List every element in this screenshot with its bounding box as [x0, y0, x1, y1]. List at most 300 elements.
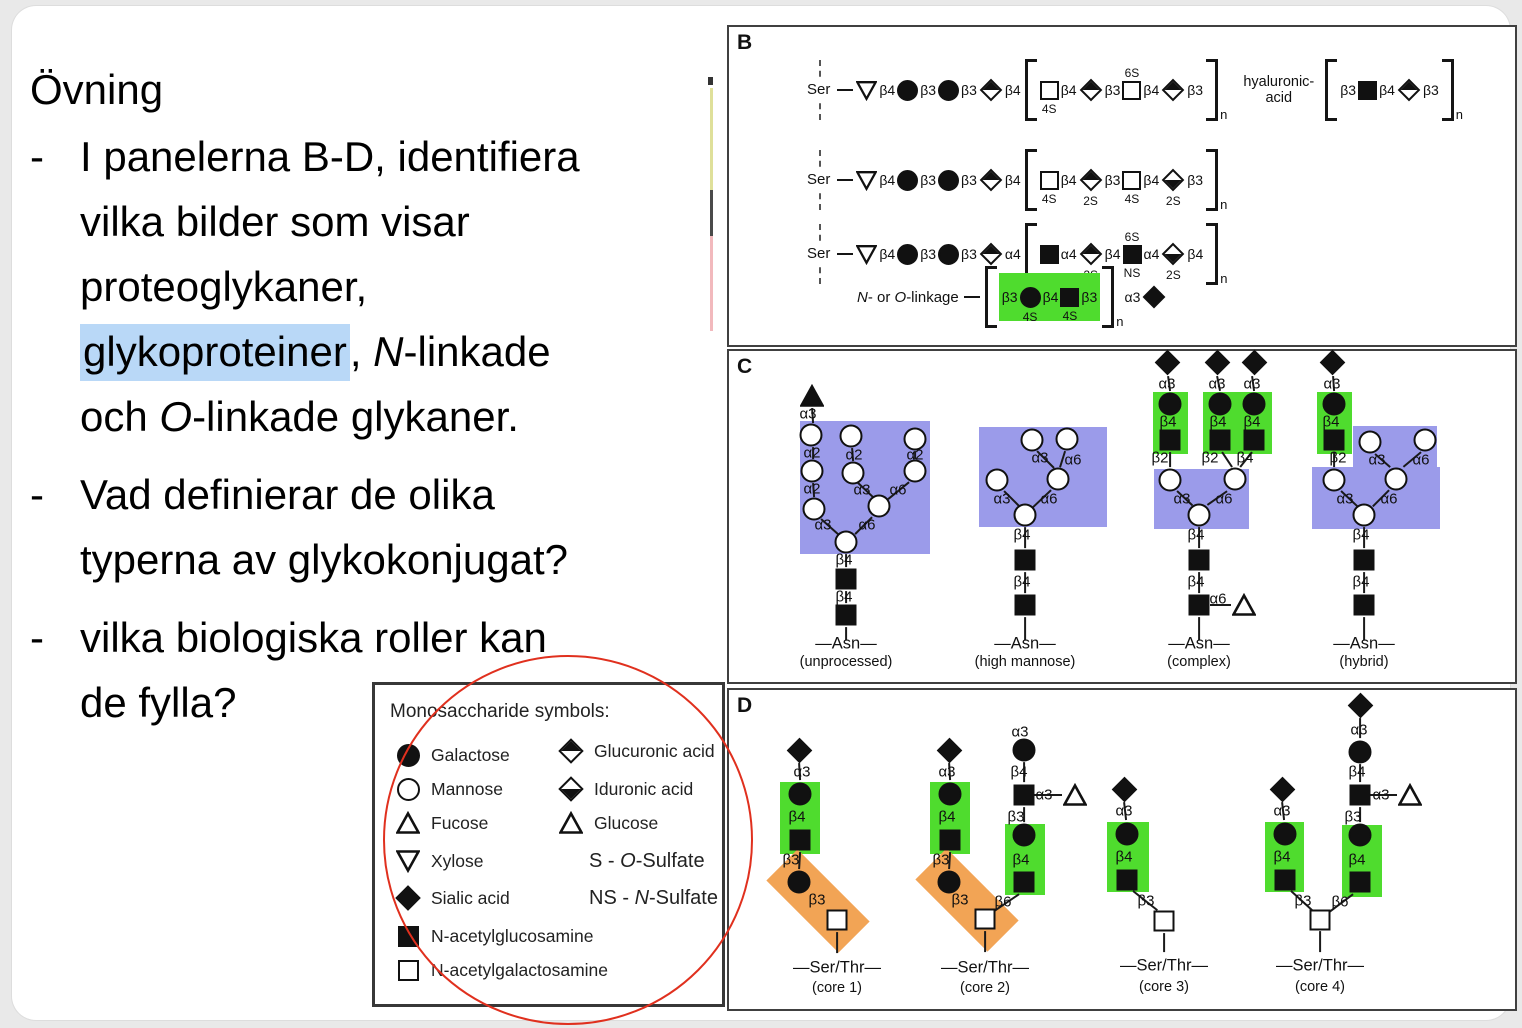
sugar-stack [979, 78, 1003, 102]
linkage-label: β3 [961, 82, 977, 98]
bullet-line [80, 605, 547, 670]
sialic-acid-icon [1204, 349, 1231, 376]
galactose-icon [897, 80, 918, 101]
highlighted-term: glykoproteiner [80, 324, 350, 381]
linkage-label: α6 [858, 516, 876, 534]
sugar-symbol [1350, 785, 1371, 806]
linkage-label: β4 [1012, 851, 1030, 869]
bond-line [836, 932, 838, 953]
galactose-icon [1274, 823, 1297, 846]
linkage-label: α3 [1035, 786, 1053, 804]
mannose-icon [840, 425, 863, 448]
legend-icon-cell [390, 849, 426, 873]
monosaccharide-legend [372, 682, 725, 1007]
structure-caption: (high mannose) [974, 654, 1076, 670]
sugar-stack [1122, 171, 1141, 206]
bond-dash [964, 296, 980, 299]
linkage-label: β4 [1143, 82, 1160, 98]
sulfate-label-above: 6S [1124, 229, 1140, 244]
sugar-symbol [1160, 430, 1181, 451]
mannose-icon [1353, 504, 1376, 527]
linkage-label: β2 [1329, 449, 1347, 467]
linkage-label: β4 [1042, 289, 1059, 305]
bond-line [1163, 933, 1165, 952]
linkage-label: α3 [853, 481, 871, 499]
n-acetylgalactosamine-icon [1310, 910, 1331, 931]
n-acetylglucosamine-icon [1123, 245, 1142, 264]
linkage-label: β4 [1352, 526, 1370, 544]
galactose-icon [938, 871, 961, 894]
repeat-subscript: n [1220, 196, 1228, 212]
linkage-label: α6 [889, 481, 907, 499]
mannose-icon [801, 460, 824, 483]
sialic-acid-icon [395, 885, 422, 912]
linkage-label: α3 [1243, 375, 1261, 393]
linkage-label: β3 [1137, 892, 1155, 910]
sugar-symbol [1349, 741, 1372, 764]
n-acetylglucosamine-icon [1040, 245, 1059, 264]
galactose-icon [897, 170, 918, 191]
label-line: acid [1265, 90, 1293, 106]
sugar-stack [1060, 288, 1079, 323]
mannose-icon [1224, 468, 1247, 491]
legend-label [431, 779, 503, 800]
cropped-figure-sliver-yellow [710, 88, 713, 190]
text-segment: Fucose [431, 812, 489, 833]
repeat-subscript: n [1220, 270, 1228, 286]
mannose-icon [1056, 428, 1079, 451]
glycan-chain-row-1 [803, 61, 1464, 122]
sugar-symbol [1189, 595, 1210, 616]
sugar-stack [1142, 285, 1166, 309]
bullet-dash: - [30, 133, 44, 180]
legend-row [553, 736, 715, 766]
sugar-symbol [800, 384, 824, 408]
sugar-symbol [1353, 504, 1376, 527]
structure-caption: (core 1) [812, 980, 862, 996]
legend-label [431, 813, 488, 834]
panel-c-label: C [737, 355, 753, 378]
n-acetylglucosamine-icon [1189, 550, 1210, 571]
mannose-icon [835, 531, 858, 554]
attachment-site-label: —Asn— [1168, 634, 1230, 653]
sugar-stack [1161, 78, 1185, 102]
linkage-label: α3 [1372, 786, 1390, 804]
linkage-label: α3 [1115, 802, 1133, 820]
sugar-stack [938, 244, 959, 265]
galactose-icon [397, 744, 420, 767]
linkage-label: β4 [1236, 449, 1254, 467]
linkage-label: α3 [1350, 721, 1368, 739]
sugar-stack [856, 170, 877, 191]
sugar-symbol [1323, 469, 1346, 492]
sugar-symbol [835, 531, 858, 554]
sugar-symbol [800, 424, 823, 447]
bullet-item [30, 462, 720, 592]
text-segment: NS - [589, 886, 635, 909]
sulfate-label-below: NS [1123, 265, 1141, 280]
n-acetylglucosamine-icon [1189, 595, 1210, 616]
legend-label [594, 741, 715, 762]
mannose-icon [1047, 468, 1070, 491]
linkage-label: β4 [879, 246, 896, 262]
sialic-acid-icon [786, 737, 813, 764]
n-acetylglucosamine-icon [1354, 550, 1375, 571]
n-acetylglucosamine-icon [940, 830, 961, 851]
bullet-line [80, 527, 568, 592]
bracket-open [1325, 59, 1337, 121]
text-segment: -Sulfate [649, 886, 718, 909]
sugar-symbol [1154, 349, 1181, 376]
text-segment: O [159, 393, 193, 440]
bond-line [1169, 452, 1171, 467]
linkage-label: α2 [803, 444, 821, 462]
legend-row [553, 846, 705, 876]
sugar-symbol [1354, 550, 1375, 571]
linkage-label: β4 [1013, 526, 1031, 544]
linkage-label: α3 [793, 763, 811, 781]
structure-caption: (core 4) [1295, 979, 1345, 995]
bracket-close-group [1440, 59, 1463, 122]
sugar-symbol [1275, 870, 1296, 891]
glucose-icon [800, 384, 824, 408]
text-segment: Vad definierar de olika [80, 471, 495, 518]
serine-residue [803, 245, 834, 263]
sugar-symbol [1319, 349, 1346, 376]
mannose-icon [1359, 431, 1382, 454]
linkage-label: α3 [1031, 449, 1049, 467]
text-segment: O [894, 288, 907, 306]
bracket-close [1206, 223, 1218, 285]
highlighted-green-group [999, 273, 1101, 324]
linkage-label: α2 [803, 480, 821, 498]
n-acetylgalactosamine-icon [1154, 911, 1175, 932]
serine-label: Ser [807, 81, 831, 98]
linkage-label: β3 [1081, 289, 1098, 305]
linkage-label: β4 [1348, 763, 1366, 781]
linkage-label: β6 [1331, 893, 1349, 911]
linkage-label: α4 [1143, 246, 1160, 262]
mannose-icon [1188, 504, 1211, 527]
sulfate-label-below: 4S [1041, 191, 1057, 206]
glucose-icon [559, 811, 583, 835]
bracket-close-group [1204, 59, 1227, 122]
linkage-label: β4 [1322, 413, 1340, 431]
sugar-symbol [1117, 870, 1138, 891]
iduronic-acid-icon [1161, 242, 1185, 266]
n-acetylgalactosamine-icon [1122, 171, 1141, 190]
sugar-stack [938, 80, 959, 101]
fucose-icon [1063, 783, 1087, 807]
iduronic-acid-icon [558, 776, 585, 803]
n-acetylglucosamine-icon [1350, 872, 1371, 893]
text-segment: Sialic acid [431, 887, 510, 908]
text-segment: Mannose [431, 778, 503, 799]
text-segment: O [620, 849, 636, 872]
sugar-symbol [1324, 430, 1345, 451]
sugar-symbol [1015, 550, 1036, 571]
text-segment: -linkade [403, 328, 551, 375]
n-acetylgalactosamine-icon [1040, 171, 1059, 190]
sugar-symbol [1063, 783, 1087, 807]
linkage-label: β4 [1060, 82, 1077, 98]
sugar-symbol [1015, 595, 1036, 616]
sugar-symbol [1243, 393, 1266, 416]
legend-icon-cell [390, 960, 426, 981]
sugar-symbol [1014, 785, 1035, 806]
galactose-icon [788, 871, 811, 894]
sugar-stack [1079, 78, 1103, 102]
linkage-label: β4 [1273, 848, 1291, 866]
legend-label [589, 887, 718, 910]
sugar-symbol [1021, 429, 1044, 452]
sugar-symbol [1323, 393, 1346, 416]
text-segment: de fylla? [80, 679, 237, 726]
text-segment: -Sulfate [635, 849, 705, 872]
sugar-symbol [801, 460, 824, 483]
sugar-symbol [836, 569, 857, 590]
linkage-label: β4 [1209, 413, 1227, 431]
panel-d [727, 688, 1517, 1011]
n-acetylglucosamine-icon [1358, 81, 1377, 100]
legend-row [390, 883, 510, 913]
linkage-label: β4 [1115, 848, 1133, 866]
galactose-icon [1020, 287, 1041, 308]
linkage-label: β4 [1004, 172, 1021, 188]
sialic-acid-icon [1347, 692, 1374, 719]
bullet-dash: - [30, 471, 44, 518]
legend-label [594, 779, 693, 800]
text-segment: Glucose [594, 812, 659, 833]
legend-row [553, 774, 693, 804]
linkage-label: α6 [1040, 490, 1058, 508]
linkage-label: β4 [1187, 573, 1205, 591]
galactose-icon [938, 80, 959, 101]
fucose-icon [1398, 783, 1422, 807]
n-acetylglucosamine-icon [1014, 785, 1035, 806]
sugar-symbol [1014, 504, 1037, 527]
sugar-symbol [1354, 595, 1375, 616]
sugar-symbol [938, 871, 961, 894]
linkage-label: β4 [1004, 82, 1021, 98]
sugar-symbol [1189, 550, 1210, 571]
linkage-label: α6 [1412, 451, 1430, 469]
bullet-line [80, 254, 580, 319]
sugar-symbol [1111, 776, 1138, 803]
linkage-label: β3 [1422, 82, 1439, 98]
iduronic-acid-icon [1161, 168, 1185, 192]
sugar-stack [856, 244, 877, 265]
sialic-acid-icon [1142, 285, 1166, 309]
sugar-stack [897, 244, 918, 265]
linkage-label: β3 [920, 246, 937, 262]
linkage-label: α3 [814, 516, 832, 534]
linkage-label: β4 [788, 808, 806, 826]
sugar-symbol [1013, 824, 1036, 847]
mannose-icon [986, 469, 1009, 492]
linkage-label: β3 [961, 172, 977, 188]
legend-icon-cell [553, 738, 589, 765]
n-acetylglucosamine-icon [1117, 870, 1138, 891]
text-segment: N [857, 288, 868, 306]
bond-line [1319, 931, 1321, 952]
sugar-symbol [1349, 824, 1372, 847]
n-acetylglucosamine-icon [790, 830, 811, 851]
sugar-symbol [1209, 393, 1232, 416]
linkage-label: β2 [1151, 449, 1169, 467]
bullet-item [30, 124, 720, 449]
linkage-label: α6 [1209, 590, 1227, 608]
sugar-stack [938, 170, 959, 191]
sugar-symbol [1232, 593, 1256, 617]
glucuronic-acid-icon [1161, 78, 1185, 102]
panel-d-label: D [737, 694, 753, 717]
linkage-label: β3 [1187, 82, 1204, 98]
text-segment: N-acetylgalactosamine [431, 959, 609, 980]
linkage-label: α3 [1273, 802, 1291, 820]
sialic-acid-icon [1154, 349, 1181, 376]
legend-label [589, 850, 705, 873]
linkage-label: α6 [1380, 490, 1398, 508]
attachment-site-label: —Ser/Thr— [1119, 956, 1209, 975]
legend-row [553, 808, 658, 838]
linkage-label: β4 [938, 808, 956, 826]
legend-label [594, 813, 658, 834]
bond-line [984, 931, 986, 952]
bracket-open [985, 266, 997, 328]
sugar-symbol [827, 910, 848, 931]
text-segment: -linkade glykaner. [192, 393, 519, 440]
linkage-label: β4 [835, 551, 853, 569]
sugar-symbol [1269, 776, 1296, 803]
sugar-stack [1079, 168, 1103, 208]
galactose-icon [1209, 393, 1232, 416]
n-acetylglucosamine-icon [1015, 595, 1036, 616]
galactose-icon [1159, 393, 1182, 416]
n-acetylglucosamine-icon [1324, 430, 1345, 451]
repeat-subscript: n [1220, 106, 1228, 122]
linkage-label: β3 [1294, 892, 1312, 910]
linkage-label: α3 [1158, 375, 1176, 393]
text-segment: vilka bilder som visar [80, 198, 470, 245]
legend-row [390, 740, 510, 770]
linkage-label: β3 [1104, 172, 1121, 188]
linkage-label: α3 [1336, 490, 1354, 508]
legend-title: Monosaccharide symbols: [390, 701, 610, 722]
sugar-symbol [936, 737, 963, 764]
linkage-label: β4 [1243, 413, 1261, 431]
linkage-label: β2 [1201, 449, 1219, 467]
n-acetylglucosamine-icon [1210, 430, 1231, 451]
text-segment: N [373, 328, 404, 375]
linkage-label: β4 [1104, 246, 1121, 262]
sugar-symbol [1398, 783, 1422, 807]
linkage-label: β4 [1379, 82, 1395, 98]
linkage-label: α3 [1124, 289, 1141, 305]
galactose-icon [1349, 741, 1372, 764]
n-acetylgalactosamine-icon [398, 960, 419, 981]
linkage-label: α6 [1064, 451, 1082, 469]
linkage-caption [857, 289, 959, 306]
linkage-label: β4 [879, 82, 896, 98]
bracket-close [1442, 59, 1454, 121]
glycan-chain-row-2 [803, 151, 1228, 212]
glucuronic-acid-icon [979, 242, 1003, 266]
linkage-label: β3 [1344, 808, 1362, 826]
linkage-label: β4 [1159, 413, 1177, 431]
serine-label: Ser [807, 245, 831, 262]
text-segment: Galactose [431, 744, 510, 765]
exercise-text-block [30, 57, 720, 748]
legend-row [390, 808, 488, 838]
xylose-icon [856, 170, 877, 191]
linkage-label: β4 [879, 172, 896, 188]
structure-caption: (hybrid) [1339, 654, 1389, 670]
sulfate-label-below: 4S [1022, 309, 1038, 324]
linkage-label: α4 [1004, 246, 1021, 262]
sugar-symbol [1244, 430, 1265, 451]
sugar-symbol [789, 783, 812, 806]
mannose-icon [800, 424, 823, 447]
bullet-list [30, 124, 720, 735]
sugar-symbol [1116, 823, 1139, 846]
linkage-label: α3 [1208, 375, 1226, 393]
attachment-site-label: —Asn— [994, 634, 1056, 653]
legend-icon-cell [390, 778, 426, 801]
text-segment: -linkage [906, 288, 959, 306]
sugar-symbol [1310, 910, 1331, 931]
text-segment: I panelerna B-D, identifiera [80, 133, 580, 180]
sulfate-label-below: 4S [1124, 191, 1140, 206]
bracket-close-group [1204, 149, 1227, 212]
n-acetylglucosamine-icon [398, 926, 419, 947]
text-segment: Iduronic acid [594, 778, 694, 799]
sulfate-label-below: 4S [1041, 101, 1057, 116]
sugar-symbol [1241, 349, 1268, 376]
galactose-icon [1323, 393, 1346, 416]
sugar-symbol [1159, 393, 1182, 416]
linkage-label: α6 [1215, 490, 1233, 508]
text-segment: S - [589, 849, 621, 872]
bullet-line [80, 462, 568, 527]
sugar-symbol [1013, 739, 1036, 762]
n-acetylglucosamine-icon [1354, 595, 1375, 616]
linkage-label: α3 [1368, 451, 1386, 469]
structure-caption: (core 3) [1139, 979, 1189, 995]
legend-label [431, 960, 608, 981]
linkage-label: β4 [1187, 246, 1204, 262]
serine-residue [803, 171, 834, 189]
linkage-label: α3 [799, 405, 817, 423]
attachment-site-label: —Ser/Thr— [792, 958, 882, 977]
bracket-close [1206, 149, 1218, 211]
serine-residue [803, 81, 834, 99]
structure-caption: (unprocessed) [799, 654, 893, 670]
sugar-stack [1020, 287, 1041, 324]
linkage-label: α3 [1173, 490, 1191, 508]
legend-icon-cell [390, 926, 426, 947]
bullet-lines [80, 462, 568, 592]
mannose-icon [1385, 468, 1408, 491]
galactose-icon [939, 783, 962, 806]
attachment-site-label: —Ser/Thr— [1275, 956, 1365, 975]
linkage-label: β4 [1352, 573, 1370, 591]
text-segment: N [634, 886, 650, 909]
n-acetylgalactosamine-icon [1122, 81, 1141, 100]
n-acetylgalactosamine-icon [1040, 81, 1059, 100]
bracket-close [1102, 266, 1114, 328]
linkage-label: β3 [1001, 289, 1018, 305]
